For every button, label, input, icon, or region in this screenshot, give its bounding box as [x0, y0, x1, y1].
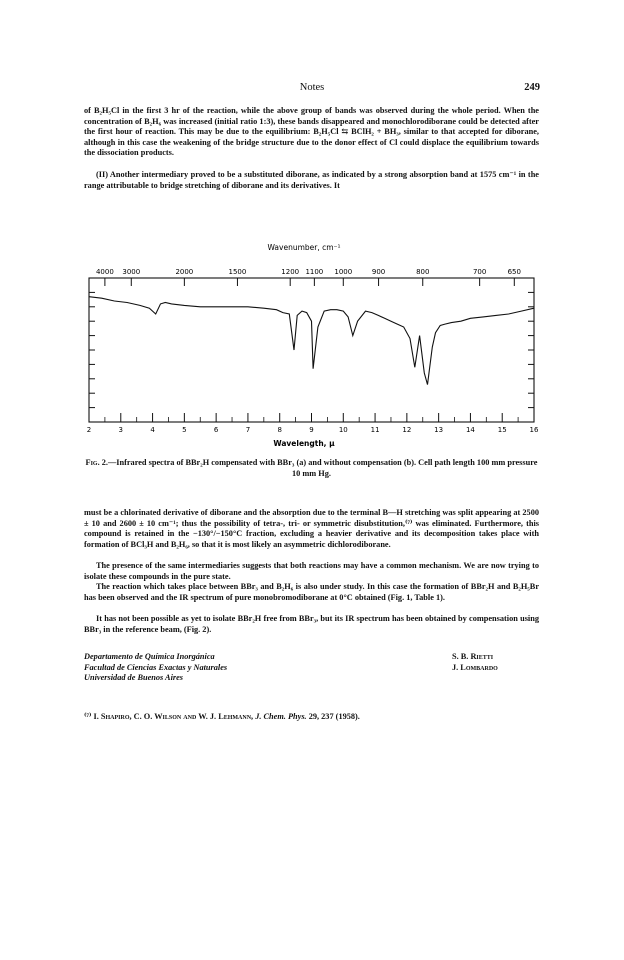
bottom-tick-label: 6 [213, 426, 219, 434]
paragraph-5-text: The reaction which takes place between BBr₃ and B₂H₆ is also under study. In this case the formation of BBr₂H and B₂H₅Br has been observed and the IR spectrum of pure monobromodiborane at 0°C obtained (Fig. 1, Table 1). [84, 582, 539, 602]
paragraph-5 [84, 582, 539, 603]
affiliation-line: Universidad de Buenos Aires [84, 673, 184, 683]
bottom-tick-label: 16 [529, 426, 539, 434]
bottom-tick-label: 3 [118, 426, 124, 434]
bottom-tick-label: 9 [309, 426, 314, 434]
top-tick-label: 900 [371, 268, 386, 276]
footnote-volume: 29, [308, 712, 320, 721]
top-tick-label: 1500 [228, 268, 247, 276]
bottom-tick-label: 7 [245, 426, 251, 434]
paragraph-6-text: It has not been possible as yet to isolate BBr₂H free from BBr₃, but its IR spectrum has been obtained by compensation using BBr₃ in the reference beam, (Fig. 2). [84, 614, 539, 634]
bottom-tick-label: 4 [150, 426, 155, 434]
ir-spectrum-chart [84, 240, 544, 450]
paragraph-4-text: The presence of the same intermediaries suggests that both reactions may have a common mechanism. We are now trying to isolate these compounds in the pure state. [84, 561, 539, 581]
top-tick-label: 700 [472, 268, 487, 276]
footnote-pages: 237 (1958). [321, 712, 360, 721]
top-tick-label: 1000 [334, 268, 353, 276]
bottom-tick-label: 15 [497, 426, 507, 434]
page-number: 249 [524, 82, 540, 93]
footnote-authors: I. Shapiro, C. O. Wilson and W. J. Lehmann, [93, 712, 254, 721]
running-title: Notes [299, 82, 325, 93]
plot-frame [89, 278, 534, 422]
bottom-tick-label: 13 [434, 426, 444, 434]
footnote-journal: J. Chem. Phys. [255, 712, 307, 721]
figure-caption [84, 458, 539, 479]
bottom-tick-label: 10 [338, 426, 348, 434]
top-tick-label: 4000 [95, 268, 114, 276]
paragraph-3: must be a chlorinated derivative of diborane and the absorption due to the terminal B—H stretching was split appearing at 2500 ± 10 and 2600 ± 10 cm⁻¹; thus the possibility of tetra-, tri- or symmetric disubstitution,⁽⁷⁾ was eliminated. Furthermore, this compound is retained in the −130°/−150°C fraction, excluding a heavier derivative and its decomposition takes place with formation of BCl₃H and B₂H₆, so that it is most likely an asymmetric dichlorodiborane. [84, 508, 539, 549]
top-tick-label: 1100 [305, 268, 324, 276]
author-name: J. Lombardo [452, 662, 498, 672]
footnote-marker: ⁽⁷⁾ [84, 712, 92, 721]
bottom-axis-label: Wavelength, μ [273, 439, 335, 448]
author-name: S. B. Rietti [452, 652, 494, 661]
bottom-tick-label: 5 [182, 426, 187, 434]
ir-spectrum-figure [84, 240, 544, 450]
affiliation-line: Facultad de Ciencias Exactas y Naturales [84, 662, 228, 672]
bottom-tick-label: 8 [277, 426, 282, 434]
bottom-tick-label: 2 [86, 426, 92, 434]
bottom-tick-label: 12 [402, 426, 412, 434]
paragraph-2 [84, 170, 539, 191]
top-tick-label: 650 [507, 268, 521, 276]
top-tick-label: 1200 [281, 268, 300, 276]
affiliation-line: Departamento de Química Inorgánica [84, 652, 215, 661]
footnote [84, 712, 539, 723]
top-tick-label: 3000 [122, 268, 141, 276]
paragraph-2-text: (II) Another intermediary proved to be a substituted diborane, as indicated by a strong absorption band at 1575 cm⁻¹ in the range attributable to bridge stretching of diborane and its derivatives. It [84, 170, 539, 190]
paragraph-1: of B₂H₅Cl in the first 3 hr of the reaction, while the above group of bands was observed during the whole period. When the concentration of B₂H₆ was increased (initial ratio 1:3), these bands disappeared and monochlorodiborane could be detected after the first hour of reaction. This may be due to the equilibrium: B₂H₅Cl ⇆ BClH₂ + BH₃, similar to that accepted for diborane, although in this case the weakening of the bridge structure due to the donor effect of Cl could displace the equilibrium towards the dissociation products. [84, 106, 539, 158]
affiliation [84, 652, 324, 684]
authors [452, 652, 572, 673]
top-axis-label: Wavenumber, cm⁻¹ [267, 243, 341, 252]
top-tick-label: 800 [416, 268, 430, 276]
bottom-tick-label: 14 [465, 426, 475, 434]
running-head [0, 82, 624, 96]
paragraph-6 [84, 614, 539, 635]
caption-text: —Infrared spectra of BBr₂H compensated with BBr₃ (a) and without compensation (b). Cell path length 100 mm pressure 10 mm Hg. [107, 458, 538, 478]
spectrum-line [89, 297, 534, 385]
paragraph-4 [84, 561, 539, 582]
top-tick-label: 2000 [175, 268, 194, 276]
caption-label: Fig. 2. [85, 458, 108, 467]
bottom-tick-label: 11 [370, 426, 380, 434]
